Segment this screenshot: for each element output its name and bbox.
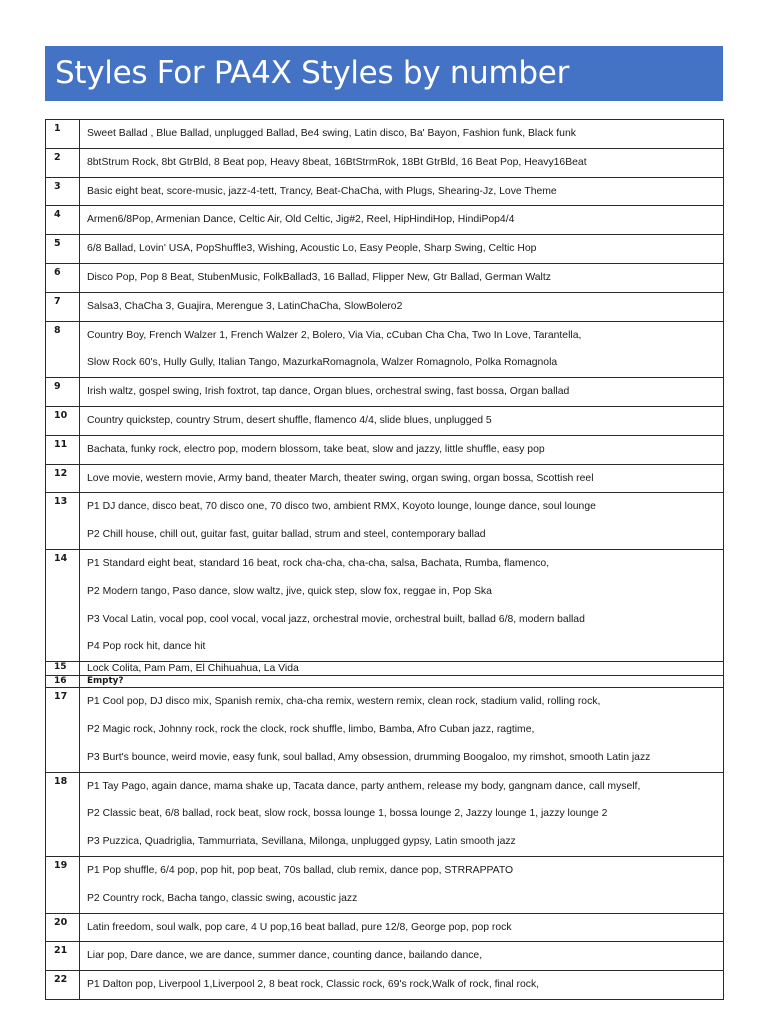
style-list-line: P3 Burt's bounce, weird movie, easy funk, soul ballad, Amy obsession, drumming Boogaloo, my rimshot, smooth Latin jazz — [87, 751, 651, 763]
style-list-cell — [80, 493, 724, 550]
styles-table-body — [46, 120, 724, 1000]
style-number-cell — [46, 549, 80, 661]
table-row — [46, 235, 724, 264]
style-list-line: P2 Classic beat, 6/8 ballad, rock beat, slow rock, bossa lounge 1, bossa lounge 2, Jazzy lounge 1, jazzy lounge 2 — [87, 808, 608, 820]
table-row — [46, 549, 724, 661]
style-number: 19 — [54, 859, 68, 871]
style-number: 17 — [54, 691, 68, 703]
style-list-line: Liar pop, Dare dance, we are dance, summer dance, counting dance, bailando dance, — [87, 950, 483, 962]
style-number-cell — [46, 942, 80, 971]
style-number: 10 — [54, 409, 68, 421]
style-number-cell — [46, 148, 80, 177]
style-list-cell — [80, 235, 724, 264]
style-list-line: Lock Colita, Pam Pam, El Chihuahua, La Vida — [87, 663, 299, 675]
style-list-line: Bachata, funky rock, electro pop, modern blossom, take beat, slow and jazzy, little shuffle, easy pop — [87, 443, 545, 455]
style-number: 18 — [54, 775, 68, 787]
style-list-line: P1 DJ dance, disco beat, 70 disco one, 70 disco two, ambient RMX, Koyoto lounge, lounge dance, soul lounge — [87, 501, 596, 513]
styles-table — [45, 119, 724, 1000]
table-row — [46, 971, 724, 1000]
table-row — [46, 856, 724, 913]
style-number: 7 — [54, 295, 61, 307]
table-row — [46, 406, 724, 435]
style-list-line: Latin freedom, soul walk, pop care, 4 U pop,16 beat ballad, pure 12/8, George pop, pop rock — [87, 921, 512, 933]
style-list-cell — [80, 378, 724, 407]
style-number: 20 — [54, 916, 68, 928]
style-number: 5 — [54, 238, 61, 250]
style-list-cell — [80, 292, 724, 321]
style-list-cell — [80, 263, 724, 292]
style-list-line: Basic eight beat, score-music, jazz-4-tett, Trancy, Beat-ChaCha, with Plugs, Shearing-Jz, Love Theme — [87, 185, 557, 197]
style-list-cell — [80, 942, 724, 971]
table-row — [46, 120, 724, 149]
style-list-line: Country quickstep, country Strum, desert shuffle, flamenco 4/4, slide blues, unplugged 5 — [87, 414, 492, 426]
style-list-cell — [80, 971, 724, 1000]
style-number: 15 — [54, 662, 67, 673]
style-list-line: P3 Puzzica, Quadriglia, Tammurriata, Sevillana, Milonga, unplugged gypsy, Latin smooth jazz — [87, 836, 516, 848]
style-number-cell — [46, 292, 80, 321]
style-list-cell — [80, 856, 724, 913]
style-list-cell — [80, 662, 724, 676]
style-list-cell — [80, 464, 724, 493]
style-list-cell — [80, 772, 724, 856]
style-list-cell — [80, 913, 724, 942]
style-number: 12 — [54, 467, 68, 479]
style-list-line: P1 Cool pop, DJ disco mix, Spanish remix, cha-cha remix, western remix, clean rock, stadium valid, rolling rock, — [87, 696, 601, 708]
style-list-line: P2 Modern tango, Paso dance, slow waltz, jive, quick step, slow fox, reggae in, Pop Ska — [87, 585, 492, 597]
style-list-line: P1 Pop shuffle, 6/4 pop, pop hit, pop beat, 70s ballad, club remix, dance pop, STRRAPPATO — [87, 864, 514, 876]
table-row — [46, 913, 724, 942]
style-number-cell — [46, 676, 80, 688]
style-list-line: Love movie, western movie, Army band, theater March, theater swing, organ swing, organ bossa, Scottish reel — [87, 472, 594, 484]
table-row — [46, 177, 724, 206]
table-row — [46, 321, 724, 378]
style-list-line: P2 Magic rock, Johnny rock, rock the clock, rock shuffle, limbo, Bamba, Afro Cuban jazz, ragtime, — [87, 723, 535, 735]
style-number: 14 — [54, 552, 68, 564]
style-list-line: P2 Chill house, chill out, guitar fast, guitar ballad, strum and steel, contemporary ballad — [87, 529, 486, 541]
style-list-cell — [80, 549, 724, 661]
style-number: 3 — [54, 180, 61, 192]
style-number-cell — [46, 772, 80, 856]
style-number: 6 — [54, 266, 61, 278]
title-banner — [45, 46, 723, 101]
style-number: 1 — [54, 123, 61, 134]
style-list-cell — [80, 206, 724, 235]
style-list-line: P1 Tay Pago, again dance, mama shake up, Tacata dance, party anthem, release my body, gangnam dance, call myself, — [87, 780, 641, 792]
style-list-line: P3 Vocal Latin, vocal pop, cool vocal, vocal jazz, orchestral movie, orchestral built, ballad 6/8, modern ballad — [87, 613, 585, 625]
style-number: 13 — [54, 496, 68, 508]
style-list-line: Irish waltz, gospel swing, Irish foxtrot, tap dance, Organ blues, orchestral swing, fast bossa, Organ ballad — [87, 386, 570, 398]
style-number: 2 — [54, 151, 61, 163]
style-list-line: Slow Rock 60's, Hully Gully, Italian Tango, MazurkaRomagnola, Walzer Romagnolo, Polka Romagnola — [87, 357, 558, 369]
style-number: 22 — [54, 974, 68, 986]
style-number-cell — [46, 435, 80, 464]
style-list-line: 8btStrum Rock, 8bt GtrBld, 8 Beat pop, Heavy 8beat, 16BtStrmRok, 18Bt GtrBld, 16 Beat Pop, Heavy16Beat — [87, 156, 587, 168]
table-row — [46, 378, 724, 407]
style-number-cell — [46, 177, 80, 206]
style-number-cell — [46, 464, 80, 493]
table-row — [46, 772, 724, 856]
empty-label: Empty? — [87, 676, 124, 687]
table-row — [46, 662, 724, 676]
style-number-cell — [46, 120, 80, 149]
style-number-cell — [46, 913, 80, 942]
style-list-line: Disco Pop, Pop 8 Beat, StubenMusic, FolkBallad3, 16 Ballad, Flipper New, Gtr Ballad, German Waltz — [87, 271, 551, 283]
style-list-line: Country Boy, French Walzer 1, French Walzer 2, Bolero, Via Via, cCuban Cha Cha, Two In Love, Tarantella, — [87, 329, 582, 341]
table-row — [46, 263, 724, 292]
table-row — [46, 435, 724, 464]
style-number-cell — [46, 688, 80, 772]
table-row — [46, 493, 724, 550]
style-number-cell — [46, 662, 80, 676]
style-list-line: P2 Country rock, Bacha tango, classic swing, acoustic jazz — [87, 892, 358, 904]
table-row — [46, 676, 724, 688]
style-list-cell — [80, 177, 724, 206]
style-number-cell — [46, 235, 80, 264]
style-number-cell — [46, 971, 80, 1000]
style-number-cell — [46, 206, 80, 235]
style-list-cell — [80, 676, 724, 688]
style-number-cell — [46, 378, 80, 407]
style-list-line: Sweet Ballad , Blue Ballad, unplugged Ballad, Be4 swing, Latin disco, Ba' Bayon, Fashion funk, Black funk — [87, 128, 576, 139]
page-title: Styles For PA4X Styles by number — [55, 55, 570, 91]
style-number: 16 — [54, 676, 67, 687]
style-number: 9 — [54, 381, 61, 393]
table-row — [46, 206, 724, 235]
table-row — [46, 292, 724, 321]
style-list-cell — [80, 435, 724, 464]
style-list-line: Salsa3, ChaCha 3, Guajira, Merengue 3, LatinChaCha, SlowBolero2 — [87, 300, 403, 312]
style-list-line: 6/8 Ballad, Lovin' USA, PopShuffle3, Wishing, Acoustic Lo, Easy People, Sharp Swing, Celtic Hop — [87, 243, 537, 255]
table-row — [46, 942, 724, 971]
style-number-cell — [46, 493, 80, 550]
style-number: 21 — [54, 945, 68, 957]
style-list-line: Armen6/8Pop, Armenian Dance, Celtic Air, Old Celtic, Jig#2, Reel, HipHindiHop, HindiPop4/4 — [87, 214, 515, 226]
table-row — [46, 464, 724, 493]
table-row — [46, 148, 724, 177]
style-number-cell — [46, 263, 80, 292]
style-list-line: P1 Standard eight beat, standard 16 beat, rock cha-cha, cha-cha, salsa, Bachata, Rumba, flamenco, — [87, 557, 550, 569]
style-list-cell — [80, 688, 724, 772]
style-list-cell — [80, 406, 724, 435]
style-number-cell — [46, 406, 80, 435]
style-number: 8 — [54, 324, 61, 336]
style-list-line: P4 Pop rock hit, dance hit — [87, 641, 206, 653]
style-list-cell — [80, 321, 724, 378]
style-list-cell — [80, 148, 724, 177]
style-number: 11 — [54, 438, 68, 450]
style-list-line: P1 Dalton pop, Liverpool 1,Liverpool 2, 8 beat rock, Classic rock, 69's rock,Walk of rock, final rock, — [87, 979, 540, 991]
style-list-cell — [80, 120, 724, 149]
style-number: 4 — [54, 209, 61, 221]
style-number-cell — [46, 321, 80, 378]
style-number-cell — [46, 856, 80, 913]
table-row — [46, 688, 724, 772]
